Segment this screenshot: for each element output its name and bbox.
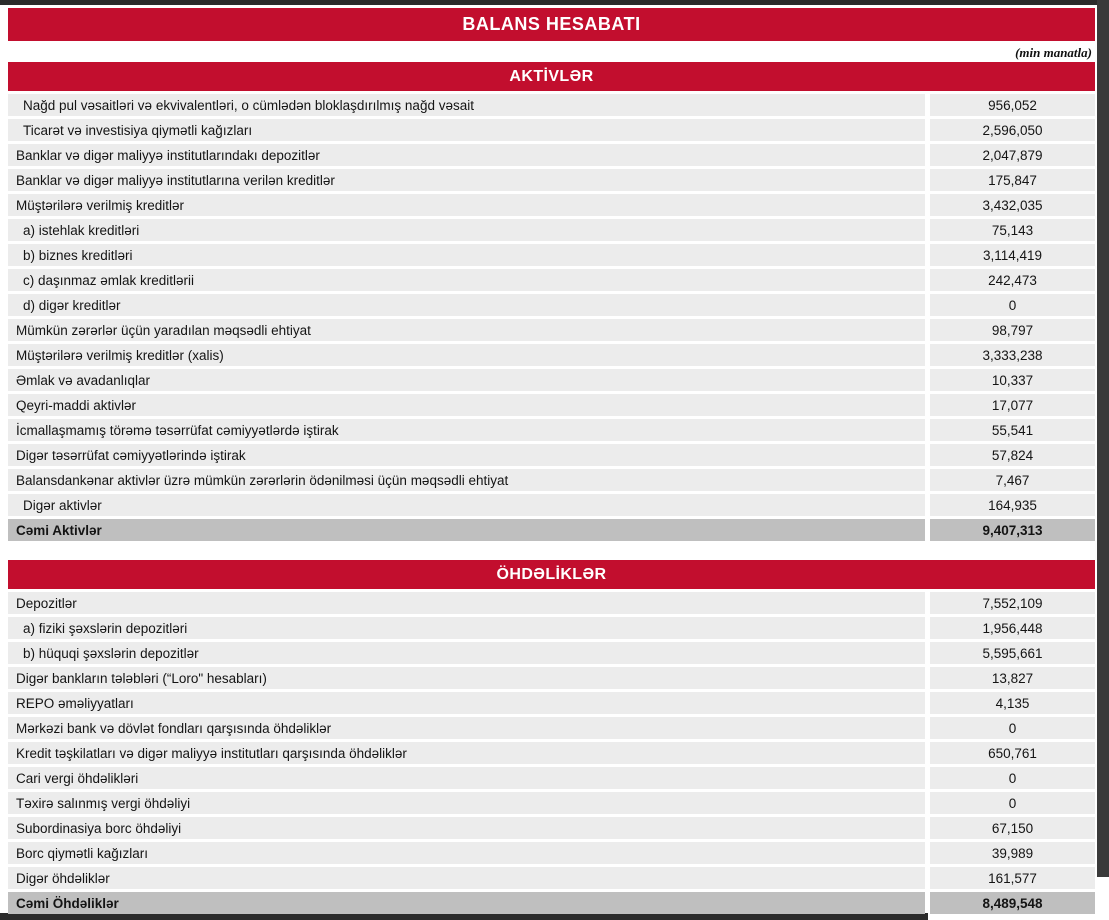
row-value: 10,337 <box>930 369 1095 391</box>
table-row <box>8 119 1095 141</box>
row-value: 7,467 <box>930 469 1095 491</box>
section-rows <box>8 592 1095 889</box>
section-assets <box>8 62 1095 541</box>
row-value: 161,577 <box>930 867 1095 889</box>
table-row <box>8 444 1095 466</box>
row-value: 0 <box>930 294 1095 316</box>
table-row <box>8 194 1095 216</box>
row-value: 242,473 <box>930 269 1095 291</box>
row-label: Qeyri-maddi aktivlər <box>8 394 925 416</box>
row-label: a) fiziki şəxslərin depozitləri <box>8 617 925 639</box>
row-label: Digər təsərrüfat cəmiyyətlərində iştirak <box>8 444 925 466</box>
row-value: 39,989 <box>930 842 1095 864</box>
row-label: c) daşınmaz əmlak kreditlərii <box>8 269 925 291</box>
row-label: Əmlak və avadanlıqlar <box>8 369 925 391</box>
row-label: Ticarət və investisiya qiymətli kağızları <box>8 119 925 141</box>
row-value: 1,956,448 <box>930 617 1095 639</box>
table-row <box>8 692 1095 714</box>
row-label: b) biznes kreditləri <box>8 244 925 266</box>
row-label: Təxirə salınmış vergi öhdəliyi <box>8 792 925 814</box>
row-label: Digər aktivlər <box>8 494 925 516</box>
row-value: 164,935 <box>930 494 1095 516</box>
row-value: 3,333,238 <box>930 344 1095 366</box>
screenshot-edge-bottom <box>0 913 928 920</box>
table-row <box>8 269 1095 291</box>
row-value: 75,143 <box>930 219 1095 241</box>
row-value: 57,824 <box>930 444 1095 466</box>
row-label: Kredit təşkilatları və digər maliyyə institutları qarşısında öhdəliklər <box>8 742 925 764</box>
row-value: 13,827 <box>930 667 1095 689</box>
table-row <box>8 742 1095 764</box>
table-row <box>8 319 1095 341</box>
row-label: Balansdankənar aktivlər üzrə mümkün zərərlərin ödənilməsi üçün məqsədli ehtiyat <box>8 469 925 491</box>
table-row <box>8 494 1095 516</box>
table-row <box>8 617 1095 639</box>
table-row <box>8 469 1095 491</box>
table-row <box>8 169 1095 191</box>
section-header: AKTİVLƏR <box>8 62 1095 91</box>
row-label: Borc qiymətli kağızları <box>8 842 925 864</box>
row-value: 4,135 <box>930 692 1095 714</box>
row-value: 98,797 <box>930 319 1095 341</box>
row-label: Nağd pul vəsaitləri və ekvivalentləri, o cümlədən bloklaşdırılmış nağd vəsait <box>8 94 925 116</box>
row-value: 2,047,879 <box>930 144 1095 166</box>
row-value: 7,552,109 <box>930 592 1095 614</box>
report-title-banner <box>8 8 1095 41</box>
total-value: 8,489,548 <box>930 892 1095 914</box>
section-header: ÖHDƏLİKLƏR <box>8 560 1095 589</box>
row-label: b) hüquqi şəxslərin depozitlər <box>8 642 925 664</box>
table-row <box>8 667 1095 689</box>
row-label: Mərkəzi bank və dövlət fondları qarşısında öhdəliklər <box>8 717 925 739</box>
table-row <box>8 592 1095 614</box>
table-row <box>8 94 1095 116</box>
total-row <box>8 892 1095 914</box>
table-row <box>8 244 1095 266</box>
row-label: Digər öhdəliklər <box>8 867 925 889</box>
row-value: 55,541 <box>930 419 1095 441</box>
table-row <box>8 344 1095 366</box>
row-label: a) istehlak kreditləri <box>8 219 925 241</box>
row-label: Müştərilərə verilmiş kreditlər (xalis) <box>8 344 925 366</box>
row-label: Mümkün zərərlər üçün yaradılan məqsədli ehtiyat <box>8 319 925 341</box>
table-row <box>8 792 1095 814</box>
row-value: 0 <box>930 792 1095 814</box>
screenshot-edge-top <box>0 0 1109 5</box>
total-row <box>8 519 1095 541</box>
row-label: Digər bankların tələbləri (“Loro" hesabları) <box>8 667 925 689</box>
unit-note: (min manatla) <box>1015 45 1092 60</box>
table-row <box>8 294 1095 316</box>
row-label: Müştərilərə verilmiş kreditlər <box>8 194 925 216</box>
row-value: 956,052 <box>930 94 1095 116</box>
total-label: Cəmi Öhdəliklər <box>8 892 925 914</box>
row-value: 67,150 <box>930 817 1095 839</box>
balance-report-page <box>8 8 1095 914</box>
table-row <box>8 394 1095 416</box>
row-value: 17,077 <box>930 394 1095 416</box>
screenshot-edge-right <box>1097 0 1109 877</box>
row-value: 3,114,419 <box>930 244 1095 266</box>
table-row <box>8 867 1095 889</box>
table-row <box>8 144 1095 166</box>
table-row <box>8 369 1095 391</box>
table-row <box>8 767 1095 789</box>
row-value: 2,596,050 <box>930 119 1095 141</box>
total-value: 9,407,313 <box>930 519 1095 541</box>
table-row <box>8 219 1095 241</box>
table-row <box>8 419 1095 441</box>
row-label: Banklar və digər maliyyə institutlarındakı depozitlər <box>8 144 925 166</box>
section-liabilities <box>8 560 1095 914</box>
row-label: REPO əməliyyatları <box>8 692 925 714</box>
table-row <box>8 642 1095 664</box>
row-value: 5,595,661 <box>930 642 1095 664</box>
total-label: Cəmi Aktivlər <box>8 519 925 541</box>
row-value: 0 <box>930 767 1095 789</box>
row-label: Cari vergi öhdəlikləri <box>8 767 925 789</box>
row-value: 650,761 <box>930 742 1095 764</box>
row-label: Depozitlər <box>8 592 925 614</box>
row-label: Subordinasiya borc öhdəliyi <box>8 817 925 839</box>
table-row <box>8 817 1095 839</box>
report-title: BALANS HESABATI <box>462 14 641 34</box>
row-label: İcmallaşmamış törəmə təsərrüfat cəmiyyətlərdə iştirak <box>8 419 925 441</box>
section-rows <box>8 94 1095 516</box>
row-label: d) digər kreditlər <box>8 294 925 316</box>
row-value: 3,432,035 <box>930 194 1095 216</box>
table-row <box>8 717 1095 739</box>
row-value: 175,847 <box>930 169 1095 191</box>
row-label: Banklar və digər maliyyə institutlarına verilən kreditlər <box>8 169 925 191</box>
row-value: 0 <box>930 717 1095 739</box>
table-row <box>8 842 1095 864</box>
